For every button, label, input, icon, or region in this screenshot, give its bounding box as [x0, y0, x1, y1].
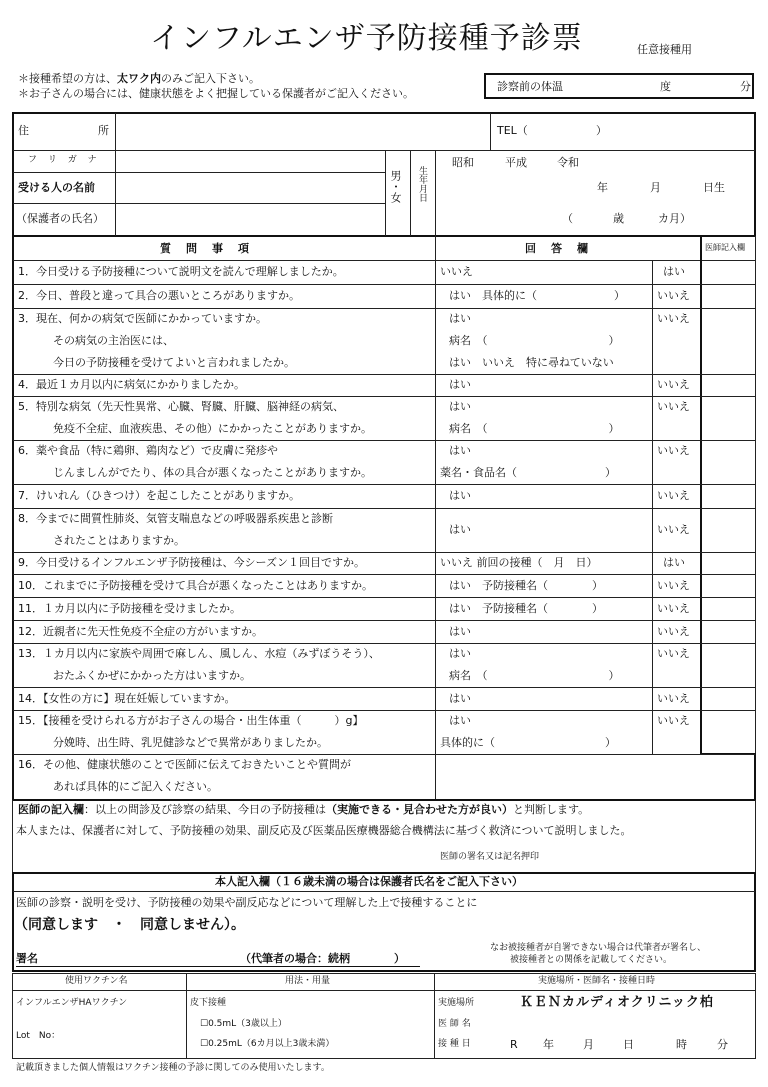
- question-text: 15．【接種を受けられる方がお子さんの場合・出生体重（ ）g】: [18, 714, 364, 727]
- answer-option[interactable]: はい: [449, 489, 471, 502]
- doctor-signature-label: 医師の署名又は記名押印: [440, 852, 540, 862]
- tel-label: TEL（: [497, 124, 528, 137]
- note-text: のみご記入下さい。: [161, 72, 260, 85]
- question-text: されたことはありますか。: [53, 534, 185, 547]
- answer-option[interactable]: はい: [449, 647, 471, 660]
- guardian-name-label: （保護者の氏名）: [16, 212, 104, 225]
- question-text: 14．【女性の方に】現在妊娠していますか。: [18, 691, 236, 705]
- answer-option[interactable]: はい: [449, 714, 471, 727]
- birth-year-unit: 年: [597, 181, 608, 194]
- doctor-explanation: 本人または、保護者に対して、予防接種の効果、副反応及び医薬品医療機器総合機構法に基づく救済について説明しました。: [16, 824, 632, 837]
- question-text: 7．けいれん（ひきつけ）を起こしたことがありますか。: [18, 489, 300, 502]
- answer-option-alt[interactable]: いいえ: [657, 489, 690, 502]
- dose-option-0.5ml[interactable]: ☐0.5mL（3歳以上）: [200, 1019, 287, 1029]
- grid-line: [12, 799, 756, 801]
- recipient-name-field[interactable]: [118, 173, 383, 202]
- doctor-section-label: 医師の記入欄: [18, 803, 84, 816]
- instruction-note-1: [18, 73, 260, 84]
- lot-number-label: Lot No：: [16, 1031, 61, 1041]
- doctor-note-cell[interactable]: [702, 598, 754, 619]
- age-months-unit: カ月）: [658, 212, 691, 225]
- doctor-name-field[interactable]: [500, 1015, 750, 1033]
- answer-option[interactable]: 具体的に（ ）: [440, 736, 616, 749]
- question-text: おたふくかぜにかかった方はいますか。: [53, 669, 251, 682]
- grid-line: [13, 687, 755, 688]
- doctor-note-cell[interactable]: [702, 441, 754, 483]
- tel-close: ）: [596, 124, 607, 137]
- dosage-header: 用法・用量: [285, 976, 331, 986]
- question-text: 分娩時、出生時、乳児健診などで異常がありましたか。: [53, 736, 328, 749]
- proxy-note-1: なお被接種者が自署できない場合は代筆者が署名し、: [490, 943, 707, 953]
- instruction-note-2: ＊お子さんの場合には、健康状態をよく把握している保護者がご記入ください。: [18, 87, 414, 100]
- grid-line: [13, 643, 755, 644]
- gender-selector[interactable]: 男・女: [389, 170, 402, 203]
- question-text: 4．最近１カ月以内に病気にかかりましたか。: [18, 378, 245, 391]
- address-label: 住: [18, 124, 29, 137]
- question-text: 5．特別な病気（先天性異常、心臓、腎臓、肝臓、脳神経の病気、: [18, 400, 344, 413]
- grid-line: [13, 284, 755, 285]
- doctor-note-cell[interactable]: [702, 509, 754, 551]
- grid-line: [13, 508, 755, 509]
- date-day-unit: 日: [623, 1038, 634, 1051]
- answer-option-alt[interactable]: いいえ: [657, 691, 690, 705]
- place-label: 実施場所: [438, 998, 475, 1008]
- answer-option[interactable]: はい: [449, 400, 471, 413]
- question-text: 11．１カ月以内に予防接種を受けましたか。: [18, 601, 241, 615]
- consent-statement: 医師の診察・説明を受け、予防接種の効果や副反応などについて理解した上で接種することに: [16, 896, 478, 909]
- form-title: インフルエンザ予防接種予診票: [150, 21, 583, 56]
- answer-option[interactable]: いいえ: [440, 265, 473, 278]
- age-years-unit: 歳: [613, 212, 624, 225]
- doctor-note-cell[interactable]: [702, 711, 754, 753]
- grid-line: [13, 597, 755, 598]
- temperature-label: 診察前の体温: [497, 80, 563, 93]
- doctor-note-cell[interactable]: [702, 285, 754, 307]
- doctor-note-cell[interactable]: [702, 397, 754, 439]
- date-hour-unit: 時: [676, 1038, 687, 1051]
- doctor-note-cell[interactable]: [702, 621, 754, 642]
- grid-line: [13, 396, 755, 397]
- answer-option-alt[interactable]: はい: [663, 556, 685, 569]
- consent-choice[interactable]: （同意します ・ 同意しません）。: [14, 917, 245, 933]
- doctor-text: ：以上の問診及び診察の結果、今日の予防接種は: [84, 803, 326, 816]
- question-text: あれば具体的にご記入ください。: [53, 780, 218, 793]
- answer-option-alt[interactable]: いいえ: [657, 444, 690, 457]
- answer-option-alt[interactable]: いいえ: [657, 312, 690, 325]
- answer-option-alt[interactable]: いいえ: [657, 289, 690, 302]
- grid-line: [13, 308, 755, 309]
- answer-option[interactable]: いいえ 前回の接種（ 月 日）: [440, 556, 598, 569]
- proxy-relationship-label[interactable]: （代筆者の場合：続柄 ）: [240, 952, 405, 965]
- answer-option-alt[interactable]: いいえ: [657, 624, 690, 638]
- answer-option-alt[interactable]: いいえ: [657, 523, 690, 536]
- privacy-footer: 記載頂きました個人情報はワクチン接種の予診に関してのみ使用いたします。: [16, 1063, 330, 1073]
- question-text: 3．現在、何かの病気で医師にかかっていますか。: [18, 312, 267, 325]
- answer-option-alt[interactable]: いいえ: [657, 378, 690, 391]
- question-text: 今日の予防接種を受けてよいと言われましたか。: [53, 356, 295, 369]
- note-text: ＊接種希望の方は、: [18, 72, 117, 85]
- grid-line: [435, 236, 436, 800]
- signature-label: 署名: [16, 952, 38, 965]
- date-month-unit: 月: [583, 1038, 594, 1051]
- question-text: 13．１カ月以内に家族や周囲で麻しん、風しん、水痘（みずぼうそう）、: [18, 647, 380, 660]
- address-label-2: 所: [98, 124, 109, 137]
- guardian-name-field[interactable]: [118, 204, 383, 234]
- answer-option-alt[interactable]: いいえ: [657, 647, 690, 660]
- grid-line: [755, 236, 756, 754]
- furigana-field[interactable]: [118, 151, 383, 171]
- answer-option[interactable]: 薬名・食品名（ ）: [440, 466, 616, 479]
- lot-number-field[interactable]: [70, 1026, 180, 1046]
- answer-option[interactable]: はい: [449, 523, 471, 536]
- answer-option[interactable]: はい 具体的に（ ）: [449, 289, 625, 302]
- note-bold: 太ワク内: [117, 72, 161, 85]
- doctor-note-cell[interactable]: [702, 644, 754, 686]
- answer-column-header: 回 答 欄: [525, 242, 590, 255]
- question-text: 2．今日、普段と違って具合の悪いところがありますか。: [18, 289, 300, 302]
- answer-option[interactable]: はい: [449, 691, 471, 705]
- vaccine-name-header: 使用ワクチン名: [65, 976, 128, 986]
- answer-option-alt[interactable]: いいえ: [657, 714, 690, 727]
- grid-line: [13, 484, 755, 485]
- answer-option[interactable]: はい いいえ 特に尋ねていない: [449, 356, 614, 369]
- doctor-assessment-line: [18, 804, 589, 815]
- question-text: 10．これまでに予防接種を受けて具合が悪くなったことはありますか。: [18, 578, 373, 592]
- date-year-unit: 年: [543, 1038, 554, 1051]
- dose-option-0.25ml[interactable]: ☐0.25mL（6カ月以上3歳未満）: [200, 1039, 335, 1049]
- doctor-note-cell[interactable]: [702, 575, 754, 596]
- birthdate-label: 生年月日: [417, 166, 427, 202]
- question-text: 8．今までに間質性肺炎、気管支喘息などの呼吸器系疾患と診断: [18, 512, 333, 525]
- answer-option[interactable]: はい 予防接種名（ ）: [449, 578, 603, 592]
- form-subtitle: 任意接種用: [637, 43, 692, 56]
- question-text: 9．今日受けるインフルエンザ予防接種は、今シーズン１回目ですか。: [18, 556, 366, 569]
- date-minute-unit: 分: [717, 1038, 728, 1051]
- era-reiwa[interactable]: 令和: [557, 156, 579, 169]
- doctor-decision-options[interactable]: （実施できる・見合わせた方が良い）: [326, 803, 513, 816]
- grid-line: [13, 574, 755, 575]
- answer-option-alt[interactable]: いいえ: [657, 601, 690, 615]
- doctor-note-cell[interactable]: [702, 688, 754, 709]
- answer-option[interactable]: 病名 （ ）: [449, 334, 620, 347]
- doctor-note-cell[interactable]: [702, 375, 754, 395]
- address-field[interactable]: [118, 114, 488, 149]
- grid-line: [13, 374, 755, 375]
- grid-line: [652, 260, 653, 754]
- free-text-answer-field[interactable]: [437, 755, 753, 799]
- question-text: 1．今日受ける予防接種について説明文を読んで理解しましたか。: [18, 265, 344, 278]
- grid-line: [13, 552, 755, 553]
- doctor-note-cell[interactable]: [702, 261, 754, 283]
- answer-option[interactable]: はい: [449, 312, 471, 325]
- vaccine-name: インフルエンザHAワクチン: [16, 998, 128, 1008]
- doctor-signature-field[interactable]: [560, 845, 750, 867]
- answer-option[interactable]: 病名 （ ）: [449, 669, 620, 682]
- question-text: 12．近親者に先天性免疫不全症の方がいますか。: [18, 624, 263, 638]
- question-column-header: 質 問 事 項: [160, 242, 251, 255]
- doctor-text: と判断します。: [513, 803, 590, 816]
- question-text: 16．その他、健康状態のことで医師に伝えておきたいことや質問が: [18, 758, 351, 771]
- proxy-note-2: 被接種者との関係を記載してください。: [510, 955, 673, 965]
- age-open: （: [562, 212, 573, 225]
- temperature-unit-minute: 分: [740, 80, 751, 93]
- doctor-name-label: 医 師 名: [438, 1019, 471, 1029]
- answer-option-alt[interactable]: いいえ: [657, 578, 690, 592]
- administration-method: 皮下接種: [190, 998, 227, 1008]
- consent-section-title: 本人記入欄（１６歳未満の場合は保護者氏名をご記入下さい）: [215, 875, 523, 888]
- date-era-reiwa: R: [510, 1038, 518, 1051]
- grid-line: [13, 710, 755, 711]
- temperature-unit-degree: 度: [660, 80, 671, 93]
- answer-option[interactable]: はい: [449, 444, 471, 457]
- grid-line: [13, 440, 755, 441]
- clinic-name: ＫＥＮカルディオクリニック柏: [520, 995, 714, 1010]
- question-text: じんましんがでたり、体の具合が悪くなったことがありますか。: [53, 466, 372, 479]
- question-text: その病気の主治医には、: [53, 334, 174, 347]
- answer-option[interactable]: 病名 （ ）: [449, 422, 620, 435]
- question-text: 免疫不全症、血液疾患、その他）にかかったことがありますか。: [53, 422, 372, 435]
- furigana-label: フ リ ガ ナ: [28, 155, 101, 165]
- answer-option[interactable]: はい: [449, 624, 471, 638]
- doctor-note-cell[interactable]: [702, 309, 754, 373]
- era-showa[interactable]: 昭和: [452, 156, 474, 169]
- proxy-underline: [240, 966, 420, 967]
- answer-option-alt[interactable]: はい: [663, 265, 685, 278]
- administration-header: 実施場所・医師名・接種日時: [538, 976, 656, 986]
- answer-option-alt[interactable]: いいえ: [657, 400, 690, 413]
- recipient-name-label: 受ける人の名前: [18, 181, 95, 194]
- grid-line: [13, 260, 755, 261]
- era-heisei[interactable]: 平成: [505, 156, 527, 169]
- question-text: 6．薬や食品（特に鶏卵、鶏肉など）で皮膚に発疹や: [18, 444, 278, 457]
- doctor-column-header: 医師記入欄: [705, 243, 745, 252]
- doctor-note-cell[interactable]: [702, 485, 754, 507]
- tel-field[interactable]: [540, 115, 590, 145]
- grid-line: [754, 753, 756, 801]
- answer-option[interactable]: はい 予防接種名（ ）: [449, 601, 603, 615]
- birth-day-unit: 日生: [703, 181, 725, 194]
- birth-month-unit: 月: [650, 181, 661, 194]
- vaccination-date-label: 接 種 日: [438, 1039, 471, 1049]
- doctor-note-cell[interactable]: [702, 553, 754, 573]
- answer-option[interactable]: はい: [449, 378, 471, 391]
- grid-line: [13, 620, 755, 621]
